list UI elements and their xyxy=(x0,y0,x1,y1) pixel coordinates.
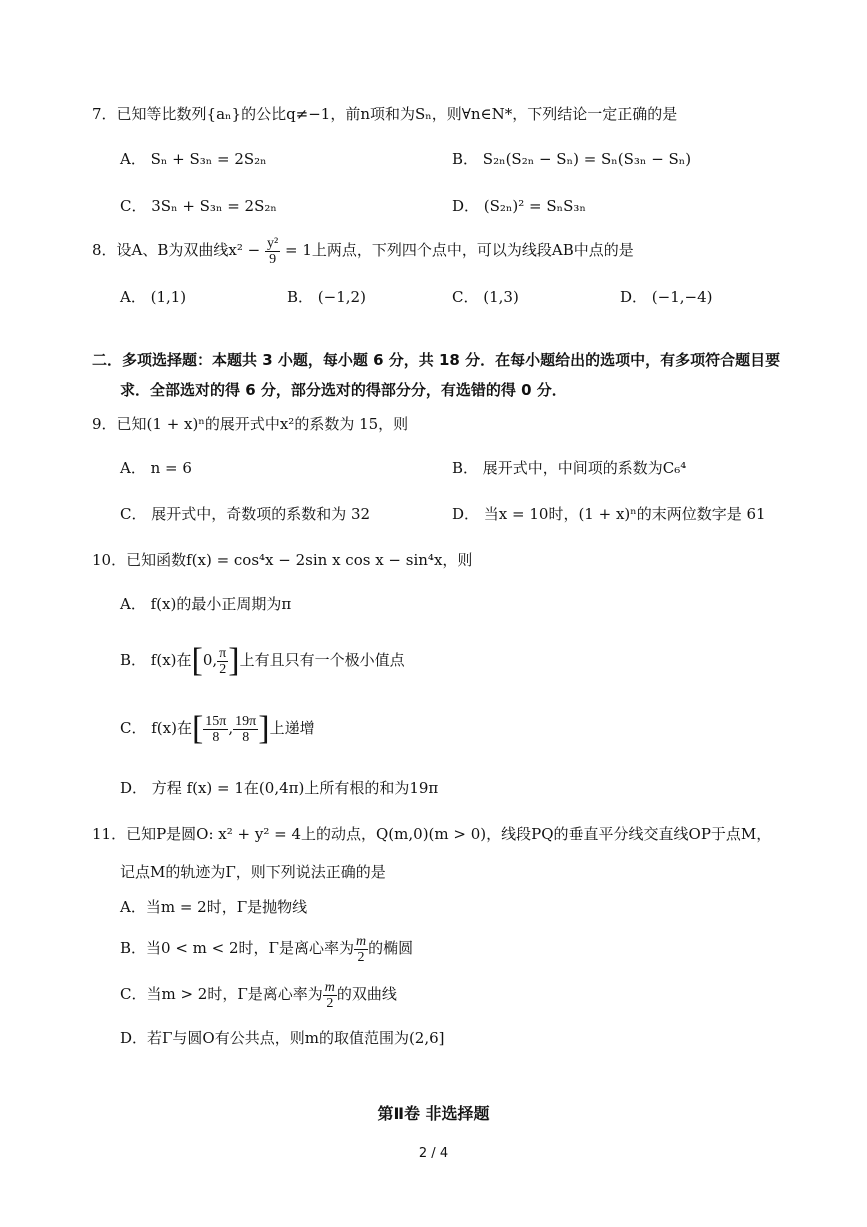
q10-option-b-after: 上有且只有一个极小值点 xyxy=(239,651,405,669)
page-number: 2 / 4 xyxy=(418,1146,449,1161)
q11-option-b xyxy=(120,930,413,966)
volume-title: 第Ⅱ卷 非选择题 xyxy=(377,1104,490,1123)
q8-option-c: C． (1,3) xyxy=(452,288,519,306)
q9-option-a: A． n = 6 xyxy=(120,459,192,477)
q10-option-c-num2: 19π xyxy=(235,713,257,729)
q10-option-b-before: B． f(x)在 xyxy=(120,651,192,669)
q7-option-c: C． 3Sₙ + S₃ₙ = 2S₂ₙ xyxy=(120,197,277,215)
q8-option-d: D． (−1,−4) xyxy=(620,288,713,306)
q7-option-a: A． Sₙ + S₃ₙ = 2S₂ₙ xyxy=(120,150,267,168)
q7-option-b: B． S₂ₙ(S₂ₙ − Sₙ) = Sₙ(S₃ₙ − Sₙ) xyxy=(452,150,692,168)
bracket-left-icon: [ xyxy=(191,710,204,747)
q8-fraction-num: y² xyxy=(267,235,279,251)
q10-option-a: A． f(x)的最小正周期为π xyxy=(120,595,292,613)
q11-option-c-before: C．当m > 2时，Γ是离心率为 xyxy=(120,985,323,1003)
q10-option-b-fraction xyxy=(217,646,228,677)
q11-option-a: A．当m = 2时，Γ是抛物线 xyxy=(120,898,308,916)
q10-option-c-den1: 8 xyxy=(212,729,220,745)
q10-option-b xyxy=(120,640,405,680)
q7-stem: 7．已知等比数列{aₙ}的公比q≠−1，前n项和为Sₙ，则∀n∈N*，下列结论一定正确的是 xyxy=(92,105,678,123)
bracket-right-icon: ] xyxy=(258,710,270,747)
q8-fraction-den: 9 xyxy=(269,251,277,267)
q9-option-d: D． 当x = 10时，(1 + x)ⁿ的末两位数字是 61 xyxy=(452,505,766,523)
q11-option-b-before: B．当0 < m < 2时，Γ是离心率为 xyxy=(120,939,354,957)
section2-heading-line2: 求．全部选对的得 6 分，部分选对的得部分分，有选错的得 0 分． xyxy=(120,381,567,399)
q10-option-c: C． f(x)在[ $\frac{15\pi}{8}$ , $\frac{19\pi}{8}$ ]上递增 xyxy=(120,710,315,747)
q9-option-c: C． 展开式中，奇数项的系数和为 32 xyxy=(120,505,371,523)
q11-stem-line2: 记点M的轨迹为Γ，则下列说法正确的是 xyxy=(120,863,386,881)
q10-stem: 10．已知函数f(x) = cos⁴x − 2sin x cos x − sin⁴x，则 xyxy=(92,551,473,569)
q10-option-c-after: 上递增 xyxy=(269,719,315,737)
bracket-right-icon: ] xyxy=(228,642,240,679)
q10-option-b-num: π xyxy=(219,645,227,661)
q10-option-d: D． 方程 f(x) = 1在(0,4π)上所有根的和为19π xyxy=(120,779,439,797)
q9-stem: 9．已知(1 + x)ⁿ的展开式中x²的系数为 15，则 xyxy=(92,415,409,433)
q7-option-d: D． (S₂ₙ)² = SₙS₃ₙ xyxy=(452,197,586,215)
q10-option-c-fraction-1 xyxy=(203,714,228,745)
q8-stem-before: 8．设A、B为双曲线x² − xyxy=(92,241,261,259)
q8-stem-after: = 1上两点，下列四个点中，可以为线段AB中点的是 xyxy=(284,241,634,259)
q8-option-a: A． (1,1) xyxy=(120,288,187,306)
q11-option-c-den: 2 xyxy=(326,995,334,1011)
q11-option-d: D．若Γ与圆O有公共点，则m的取值范围为(2,6] xyxy=(120,1029,445,1047)
q11-option-b-den: 2 xyxy=(357,949,365,965)
q10-option-c-num1: 15π xyxy=(205,713,227,729)
q10-option-b-den: 2 xyxy=(219,661,227,677)
q11-option-b-num: m xyxy=(355,933,367,949)
q11-option-b-fraction xyxy=(354,934,368,965)
q9-option-b: B． 展开式中，中间项的系数为C₆⁴ xyxy=(452,459,687,477)
q11-option-c-after: 的双曲线 xyxy=(336,985,397,1003)
q11-option-c-num: m xyxy=(324,979,335,995)
q8-option-b: B． (−1,2) xyxy=(287,288,366,306)
q10-option-c-before: C． f(x)在 xyxy=(120,719,192,737)
q11-stem-line1: 11．已知P是圆O: x² + y² = 4上的动点，Q(m,0)(m > 0)，线段PQ的垂直平分线交直线OP于点M， xyxy=(92,825,772,843)
q8-stem xyxy=(92,234,634,267)
q11-option-b-after: 的椭圆 xyxy=(368,939,414,957)
q10-option-c-fraction-2 xyxy=(233,714,258,745)
q10-option-c-den2: 8 xyxy=(242,729,250,745)
q11-option-c-fraction xyxy=(323,980,337,1011)
q11-option-c xyxy=(120,976,397,1012)
bracket-left-icon: [ xyxy=(191,642,203,679)
section2-heading-line1: 二．多项选择题：本题共 3 小题，每小题 6 分，共 18 分．在每小题给出的选项中，有多项符合题目要 xyxy=(92,351,781,369)
q8-fraction xyxy=(265,236,280,267)
q10-option-b-lead: 0, xyxy=(202,651,218,669)
